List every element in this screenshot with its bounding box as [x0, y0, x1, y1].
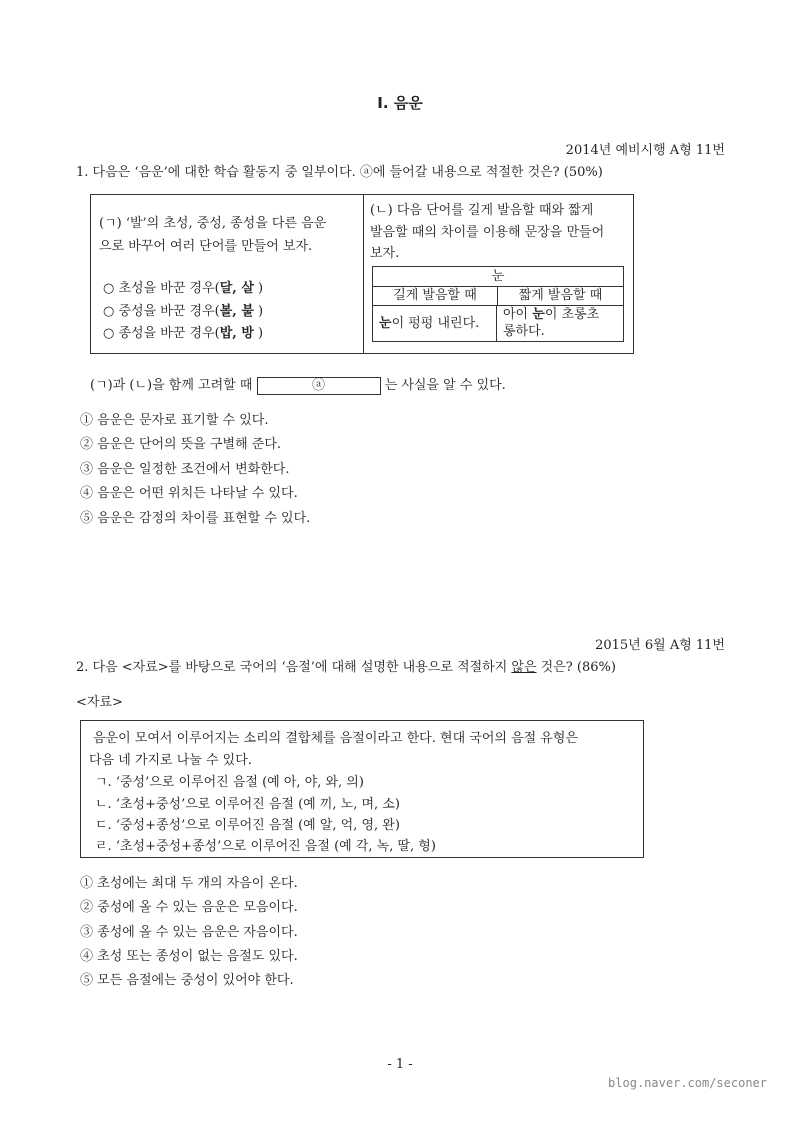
q2-material-item-3: ㄷ. ‘중성+종성’으로 이루어진 음절 (예 알, 억, 영, 완) — [95, 818, 400, 833]
q1-bullet-initial: ○ 초성을 바꾼 경우(달, 살 ) — [103, 281, 264, 296]
q1-snow-table — [372, 266, 624, 342]
q1-option-3[interactable]: ③ 음운은 일정한 조건에서 변화한다. — [80, 462, 290, 477]
q1-example-long: 눈이 펑펑 내린다. — [373, 306, 497, 341]
q1-example-short — [498, 306, 623, 341]
q2-option-4[interactable]: ④ 초성 또는 종성이 없는 음절도 있다. — [80, 949, 298, 964]
q2-material-label: <자료> — [76, 695, 123, 710]
q1-example-short-line-2: 롱하다. — [503, 324, 545, 339]
q1-snow-table-col-row — [373, 287, 623, 306]
q1-snow-table-body-row — [373, 306, 623, 341]
q2-material-item-4: ㄹ. ‘초성+중성+종성’으로 이루어진 음절 (예 각, 녹, 딸, 형) — [95, 839, 436, 854]
q2-material-item-1: ㄱ. ‘중성’으로 이루어진 음절 (예 아, 야, 와, 의) — [95, 775, 364, 790]
q2-source: 2015년 6월 A형 11번 — [595, 638, 725, 653]
q2-material-item-2: ㄴ. ‘초성+중성’으로 이루어진 음절 (예 끼, 노, 며, 소) — [95, 797, 400, 812]
q2-option-5[interactable]: ⑤ 모든 음절에는 중성이 있어야 한다. — [80, 973, 294, 988]
q1-conclusion: (ㄱ)과 (ㄴ)을 함께 고려할 때 ⓐ 는 사실을 알 수 있다. — [90, 377, 506, 393]
q1-bullet-final: ○ 종성을 바꾼 경우(밥, 방 ) — [103, 326, 264, 341]
q1-example-short-line-1: 아이 눈이 초롱초 — [503, 307, 600, 322]
q1-col-short: 짧게 발음할 때 — [518, 288, 603, 303]
page-title: Ⅰ. 음운 — [377, 94, 423, 112]
q1-col-long: 길게 발음할 때 — [373, 287, 498, 305]
q2-option-3[interactable]: ③ 종성에 올 수 있는 음운은 자음이다. — [80, 925, 298, 940]
q1-question: 1. 다음은 ‘음운’에 대한 학습 활동지 중 일부이다. ⓐ에 들어갈 내용으로 적절한 것은? (50%) — [76, 165, 603, 180]
q1-bullet-medial: ○ 중성을 바꾼 경우(볼, 불 ) — [103, 304, 264, 319]
q1-right-panel — [364, 195, 633, 353]
q1-right-line-1: (ㄴ) 다음 단어를 길게 발음할 때와 짧게 — [370, 203, 594, 218]
q1-option-1[interactable]: ① 음운은 문자로 표기할 수 있다. — [80, 413, 269, 428]
q1-option-4[interactable]: ④ 음운은 어떤 위치든 나타날 수 있다. — [80, 486, 298, 501]
q1-snow-table-header: 눈 — [491, 269, 505, 284]
page-number: - 1 - — [387, 1057, 413, 1072]
q1-left-intro-2: 으로 바꾸어 여러 단어를 만들어 보자. — [99, 239, 313, 254]
q1-right-line-2: 발음할 때의 차이를 이용해 문장을 만들어 — [370, 225, 605, 240]
q1-right-line-3: 보자. — [370, 246, 400, 261]
q2-material-line-2: 다음 네 가지로 나눌 수 있다. — [89, 753, 252, 768]
q1-snow-table-header-row — [373, 267, 623, 287]
q2-material-line-1: 음운이 모여서 이루어지는 소리의 결합체를 음절이라고 한다. 현대 국어의 음절 유형은 — [93, 731, 578, 746]
q2-question: 2. 다음 <자료>를 바탕으로 국어의 ‘음절’에 대해 설명한 내용으로 적절하지 않은 것은? (86%) — [76, 660, 616, 675]
q1-left-panel — [91, 195, 364, 353]
q1-activity-box — [90, 194, 634, 354]
q1-option-5[interactable]: ⑤ 음운은 감정의 차이를 표현할 수 있다. — [80, 511, 311, 526]
q2-option-2[interactable]: ② 중성에 올 수 있는 음운은 모음이다. — [80, 900, 298, 915]
watermark: blog.naver.com/seconer — [608, 1076, 767, 1090]
q2-material-box — [80, 720, 644, 858]
q1-source: 2014년 예비시행 A형 11번 — [565, 143, 725, 158]
answer-blank-a: ⓐ — [257, 377, 381, 395]
q1-option-2[interactable]: ② 음운은 단어의 뜻을 구별해 준다. — [80, 437, 282, 452]
q1-left-intro-1: (ㄱ) ‘발’의 초성, 중성, 종성을 다른 음운 — [99, 216, 327, 231]
q2-option-1[interactable]: ① 초성에는 최대 두 개의 자음이 온다. — [80, 876, 298, 891]
